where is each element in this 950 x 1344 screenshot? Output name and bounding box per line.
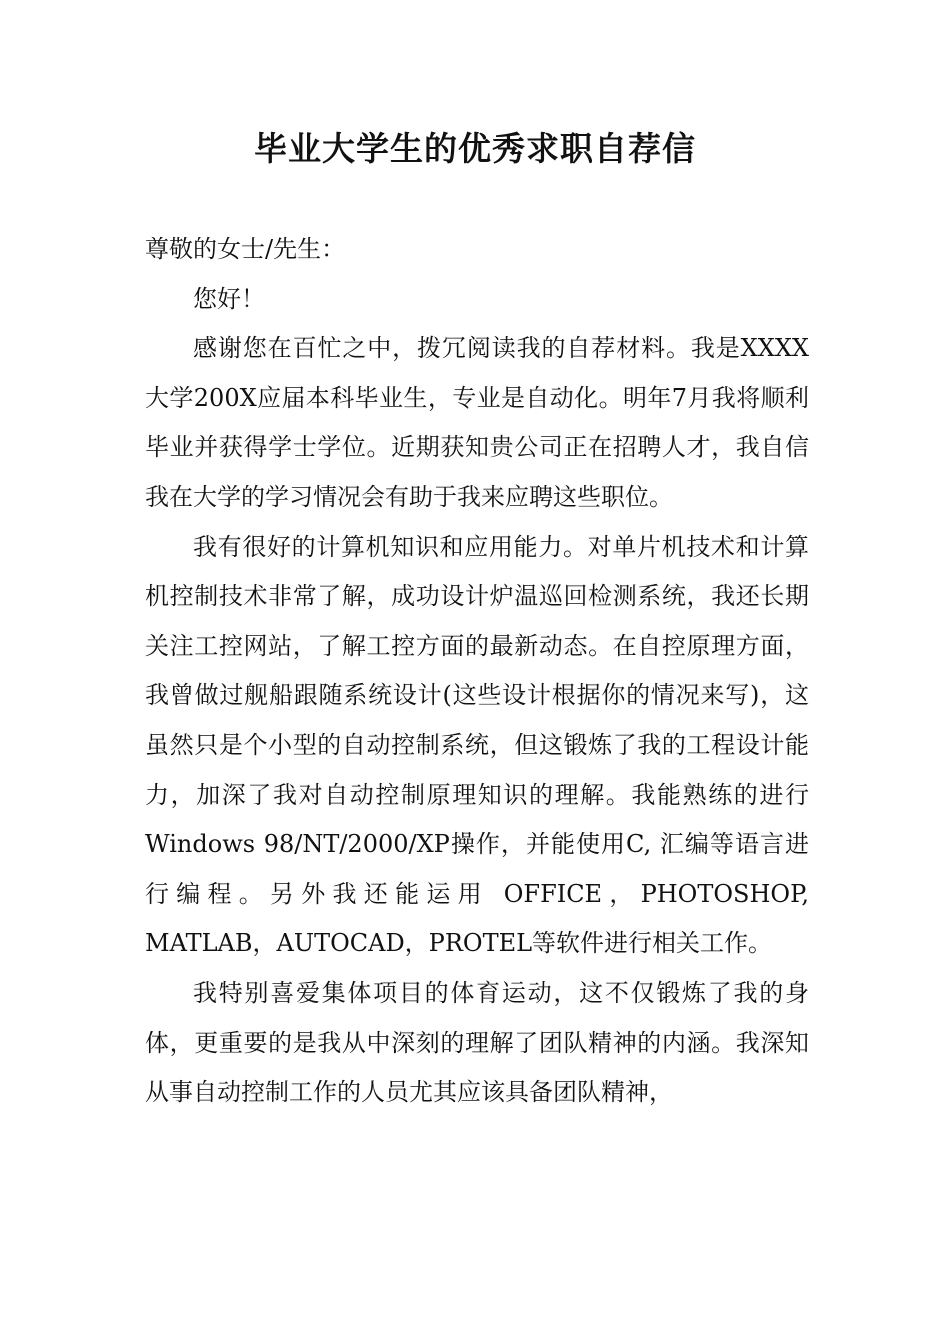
paragraph-teamwork: 我特别喜爱集体项目的体育运动，这不仅锻炼了我的身体，更重要的是我从中深刻的理解了团队精神的内涵。我深知从事自动控制工作的人员尤其应该具备团队精神， <box>145 978 809 1107</box>
document-title: 毕业大学生的优秀求职自荐信 <box>254 129 696 168</box>
paragraph-intro: 感谢您在百忙之中，拨冗阅读我的自荐材料。我是XXXX大学200X应届本科毕业生，专业是自动化。明年7月我将顺利毕业并获得学士学位。近期获知贵公司正在招聘人才，我自信我在大学的学习情况会有助于我来应聘这些职位。 <box>145 334 809 511</box>
paragraph-skills: 我有很好的计算机知识和应用能力。对单片机技术和计算机控制技术非常了解，成功设计炉温巡回检测系统，我还长期关注工控网站，了解工控方面的最新动态。在自控原理方面，我曾做过舰船跟随系统设计(这些设计根据你的情况来写)，这虽然只是个小型的自动控制系统，但这锻炼了我的工程设计能力，加深了我对自动控制原理知识的理解。我能熟练的进行Windows 98/NT/2000/XP操作，并能使用C, 汇编等语言进行编程。另外我还能运用 OFFICE，PHOTOSHOP, MATLAB，AUTOCAD，PROTEL等软件进行相关工作。 <box>145 532 809 958</box>
greeting: 您好！ <box>193 284 265 313</box>
letter-body <box>145 225 809 1118</box>
salutation: 尊敬的女士/先生： <box>145 235 346 263</box>
